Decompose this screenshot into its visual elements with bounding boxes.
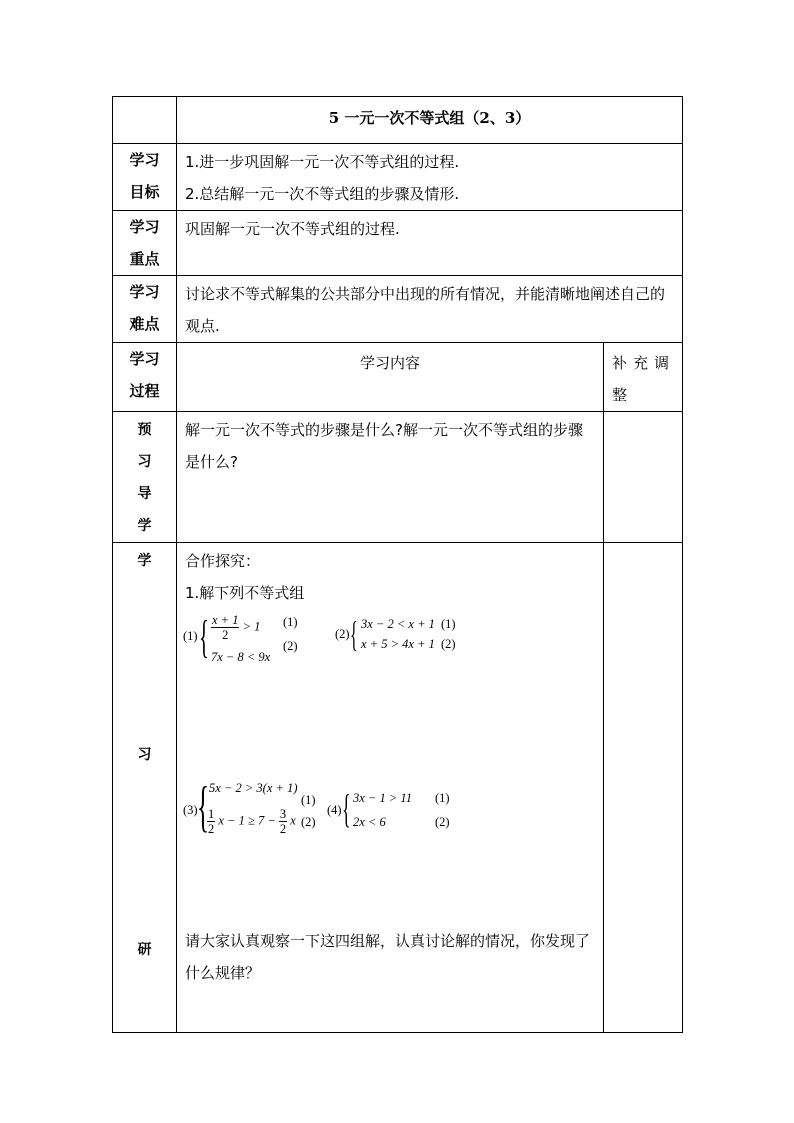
key-content xyxy=(177,211,683,276)
study-task: 1.解下列不等式组 xyxy=(185,584,305,602)
goal-label-line-2: 目标 xyxy=(129,183,160,201)
problem-4-brace: { xyxy=(342,786,351,831)
study-label xyxy=(113,543,177,1033)
problem-1-mark-1: (1) xyxy=(283,615,298,629)
goal-line-1: 1.进一步巩固解一元一次不等式组的过程. xyxy=(185,153,460,171)
problem-1-frac-den: 2 xyxy=(222,628,229,642)
study-row xyxy=(113,543,683,1033)
study-content xyxy=(177,543,604,1033)
difficult-label xyxy=(113,276,177,343)
problem-3 xyxy=(183,776,333,845)
problem-2-mark-2: (2) xyxy=(441,637,456,651)
title-blank-cell xyxy=(113,97,177,144)
problem-1-line-2: 7x − 8 < 9x xyxy=(211,650,271,664)
problem-1 xyxy=(183,613,323,669)
problem-3-fraction-b xyxy=(279,807,287,836)
problem-4-mark-2: (2) xyxy=(435,815,450,829)
key-label xyxy=(113,211,177,276)
problem-3-frac-b-num: 3 xyxy=(279,807,287,821)
problem-2-line-2: x + 5 > 4x + 1 xyxy=(361,637,435,651)
preview-row xyxy=(113,412,683,543)
goal-line-2: 2.总结解一元一次不等式组的步骤及情形. xyxy=(185,185,460,203)
problem-3-line-1: 5x − 2 > 3(x + 1) xyxy=(209,781,298,795)
preview-label-char-4: 学 xyxy=(137,518,152,534)
problem-1-frac-num: x + 1 xyxy=(212,613,239,627)
key-row xyxy=(113,211,683,276)
problem-1-mark-2: (2) xyxy=(283,639,298,653)
problem-1-fraction xyxy=(211,613,239,642)
process-label-line-2: 过程 xyxy=(129,382,160,400)
problem-4-line-1: 3x − 1 > 11 xyxy=(353,791,412,805)
preview-label-char-1: 预 xyxy=(137,422,152,438)
difficult-content xyxy=(177,276,683,343)
process-label-line-1: 学习 xyxy=(129,350,160,368)
goal-row xyxy=(113,144,683,211)
study-label-char-2: 习 xyxy=(137,747,152,763)
problem-3-frac-b-den: 2 xyxy=(279,822,287,836)
study-side xyxy=(604,543,683,1033)
preview-side xyxy=(604,412,683,543)
preview-content xyxy=(177,412,604,543)
problem-3-brace: { xyxy=(197,776,210,838)
goal-label xyxy=(113,144,177,211)
problem-2 xyxy=(335,614,475,657)
goal-content xyxy=(177,144,683,211)
problem-1-tag: (1) xyxy=(183,629,198,643)
key-label-line-1: 学习 xyxy=(129,218,160,236)
problem-3-mark-1: (1) xyxy=(301,793,316,807)
study-intro: 合作探究： xyxy=(185,552,261,570)
problem-3-frac-a-den: 2 xyxy=(208,822,215,836)
preview-label-char-3: 导 xyxy=(137,486,152,502)
problem-1-brace: { xyxy=(199,611,209,662)
difficult-label-line-2: 难点 xyxy=(129,315,160,333)
key-line-1: 巩固解一元一次不等式组的过程. xyxy=(185,220,400,238)
difficult-label-line-1: 学习 xyxy=(129,283,160,301)
problem-3-line-2-mid: x − 1 ≥ 7 − xyxy=(218,813,276,828)
title-row xyxy=(113,97,683,144)
problem-1-line-1 xyxy=(211,613,260,642)
preview-question: 解一元一次不等式的步骤是什么?解一元一次不等式组的步骤是什么? xyxy=(185,421,583,471)
problem-2-brace: { xyxy=(350,614,358,654)
preview-label-char-2: 习 xyxy=(137,454,152,470)
difficult-line-1: 讨论求不等式解集的公共部分中出现的所有情况，并能清晰地阐述自己的观点. xyxy=(185,285,666,335)
problem-3-line-2 xyxy=(207,807,296,836)
problem-2-mark-1: (1) xyxy=(441,617,456,631)
problem-4 xyxy=(327,786,467,835)
problem-3-frac-a-num: 1 xyxy=(208,807,215,821)
problem-2-tag: (2) xyxy=(335,627,350,641)
lesson-plan-table xyxy=(112,96,683,1033)
problem-2-line-1: 3x − 2 < x + 1 xyxy=(361,617,435,631)
process-label xyxy=(113,343,177,412)
content-heading: 学习内容 xyxy=(177,343,604,412)
problem-4-mark-1: (1) xyxy=(435,791,450,805)
page-title: 5 一元一次不等式组（2、3） xyxy=(177,97,683,144)
problem-4-line-2: 2x < 6 xyxy=(353,815,386,829)
problem-3-tag: (3) xyxy=(183,803,198,817)
study-label-char-1: 学 xyxy=(137,553,152,569)
key-label-line-2: 重点 xyxy=(129,250,160,268)
problem-3-mark-2: (2) xyxy=(301,815,316,829)
goal-label-line-1: 学习 xyxy=(129,151,160,169)
problem-3-line-2-end: x xyxy=(290,813,296,828)
problem-1-line-1-rest: > 1 xyxy=(242,619,261,634)
study-question: 请大家认真观察一下这四组解，认真讨论解的情况，你发现了什么规律？ xyxy=(185,932,591,982)
study-label-char-3: 研 xyxy=(137,942,152,958)
preview-label xyxy=(113,412,177,543)
process-row xyxy=(113,343,683,412)
side-heading: 补充调整 xyxy=(604,343,683,412)
problem-4-tag: (4) xyxy=(327,803,342,817)
problem-3-fraction-a xyxy=(207,807,215,836)
difficult-row xyxy=(113,276,683,343)
